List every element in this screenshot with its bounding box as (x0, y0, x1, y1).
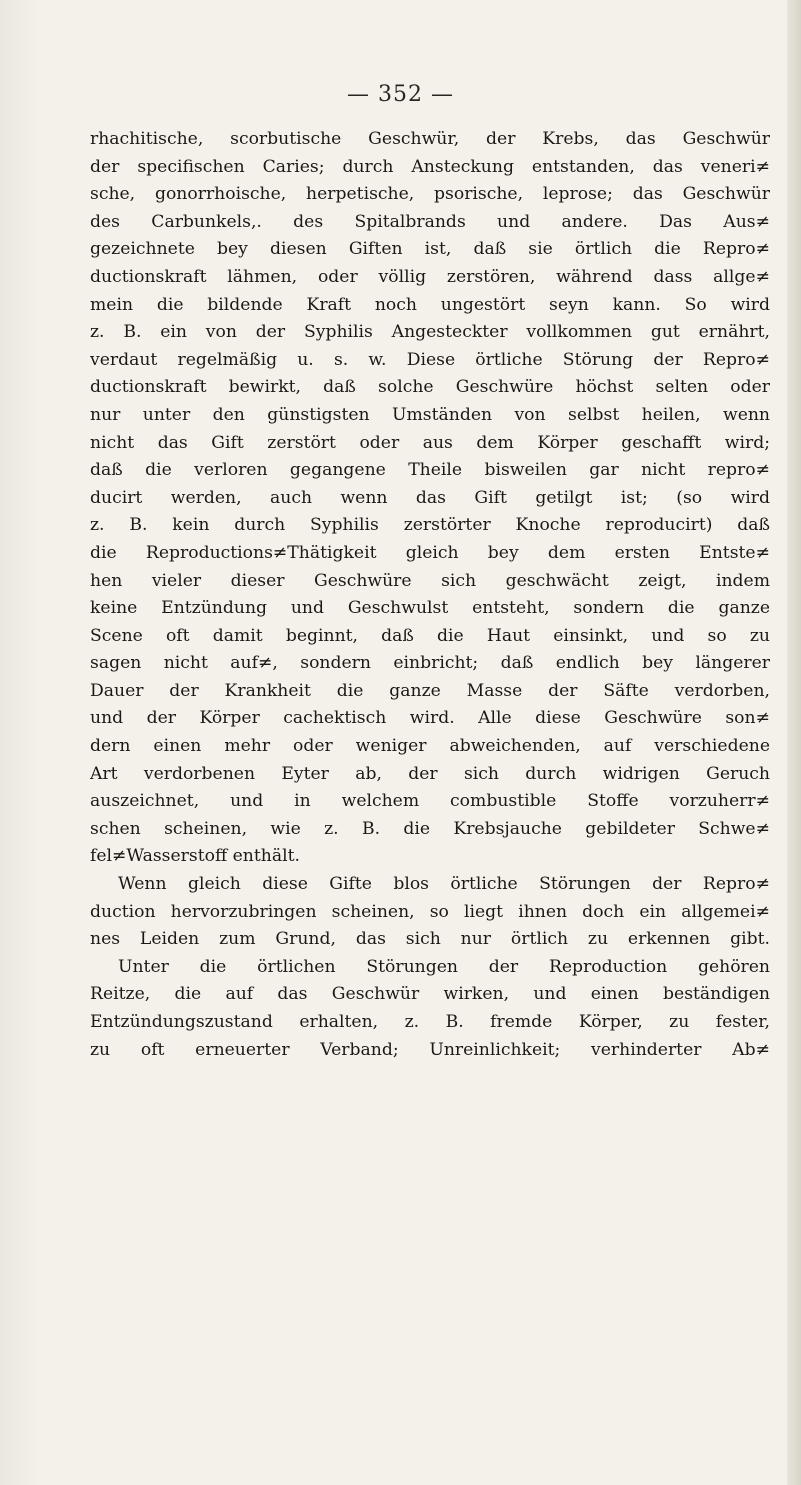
text-line: duction hervorzubringen scheinen, so liegt ihnen doch ein allgemei≠ (90, 901, 770, 922)
text-line: ductionskraft lähmen, oder völlig zerstören, während dass allge≠ (90, 266, 770, 287)
text-line: schen scheinen, wie z. B. die Krebsjauche gebildeter Schwe≠ (90, 818, 770, 839)
body-text (90, 126, 770, 1064)
text-line: Entzündungszustand erhalten, z. B. fremde Körper, zu fester, (90, 1012, 770, 1032)
text-line: ducirt werden, auch wenn das Gift getilgt ist; (so wird (90, 487, 770, 508)
text-line-paragraph-end: fel≠Wasserstoff enthält. (90, 846, 300, 867)
text-line: ductionskraft bewirkt, daß solche Geschwüre höchst selten oder (90, 377, 770, 398)
text-line: Dauer der Krankheit die ganze Masse der Säfte verdorben, (90, 680, 770, 701)
text-line: sche, gonorrhoische, herpetische, psorische, leprose; das Geschwür (90, 184, 770, 205)
text-line: dern einen mehr oder weniger abweichenden, auf verschiedene (90, 736, 770, 757)
text-line: verdaut regelmäßig u. s. w. Diese örtliche Störung der Repro≠ (90, 349, 770, 370)
text-line: z. B. ein von der Syphilis Angesteckter vollkommen gut ernährt, (90, 322, 770, 343)
text-line: gezeichnete bey diesen Giften ist, daß sie örtlich die Repro≠ (90, 239, 770, 260)
text-line: nur unter den günstigsten Umständen von selbst heilen, wenn (90, 404, 770, 425)
text-line: und der Körper cachektisch wird. Alle diese Geschwüre son≠ (90, 708, 770, 729)
text-line-paragraph-start: Wenn gleich diese Gifte blos örtliche Störungen der Repro≠ (118, 874, 770, 895)
text-line: keine Entzündung und Geschwulst entsteht, sondern die ganze (90, 598, 770, 619)
text-line: sagen nicht auf≠, sondern einbricht; daß endlich bey längerer (90, 653, 770, 674)
page-gutter-shadow (0, 0, 40, 1485)
text-line: nes Leiden zum Grund, das sich nur örtlich zu erkennen gibt. (90, 929, 770, 950)
text-line: Art verdorbenen Eyter ab, der sich durch widrigen Geruch (90, 763, 770, 784)
text-line: des Carbunkels,. des Spitalbrands und andere. Das Aus≠ (90, 211, 770, 232)
text-line: hen vieler dieser Geschwüre sich geschwächt zeigt, indem (90, 570, 770, 591)
text-line: zu oft erneuerter Verband; Unreinlichkeit; verhinderter Ab≠ (90, 1039, 770, 1060)
text-line: Scene oft damit beginnt, daß die Haut einsinkt, und so zu (90, 625, 770, 646)
text-line: Reitze, die auf das Geschwür wirken, und einen beständigen (90, 984, 770, 1005)
text-line: der specifischen Caries; durch Ansteckung entstanden, das veneri≠ (90, 156, 770, 177)
page-number: — 352 — (347, 82, 454, 107)
text-line: mein die bildende Kraft noch ungestört seyn kann. So wird (90, 294, 770, 315)
text-line: rhachitische, scorbutische Geschwür, der Krebs, das Geschwür (90, 129, 770, 149)
text-line: nicht das Gift zerstört oder aus dem Körper geschafft wird; (90, 432, 770, 453)
text-line: daß die verloren gegangene Theile bisweilen gar nicht repro≠ (90, 460, 770, 481)
text-line: z. B. kein durch Syphilis zerstörter Knoche reproducirt) daß (90, 515, 770, 536)
text-line-indented: Unter die örtlichen Störungen der Reproduction gehören (118, 956, 770, 977)
text-line: auszeichnet, und in welchem combustible Stoffe vorzuherr≠ (90, 791, 770, 812)
page-edge (787, 0, 801, 1485)
text-line: die Reproductions≠Thätigkeit gleich bey dem ersten Entste≠ (90, 542, 770, 563)
